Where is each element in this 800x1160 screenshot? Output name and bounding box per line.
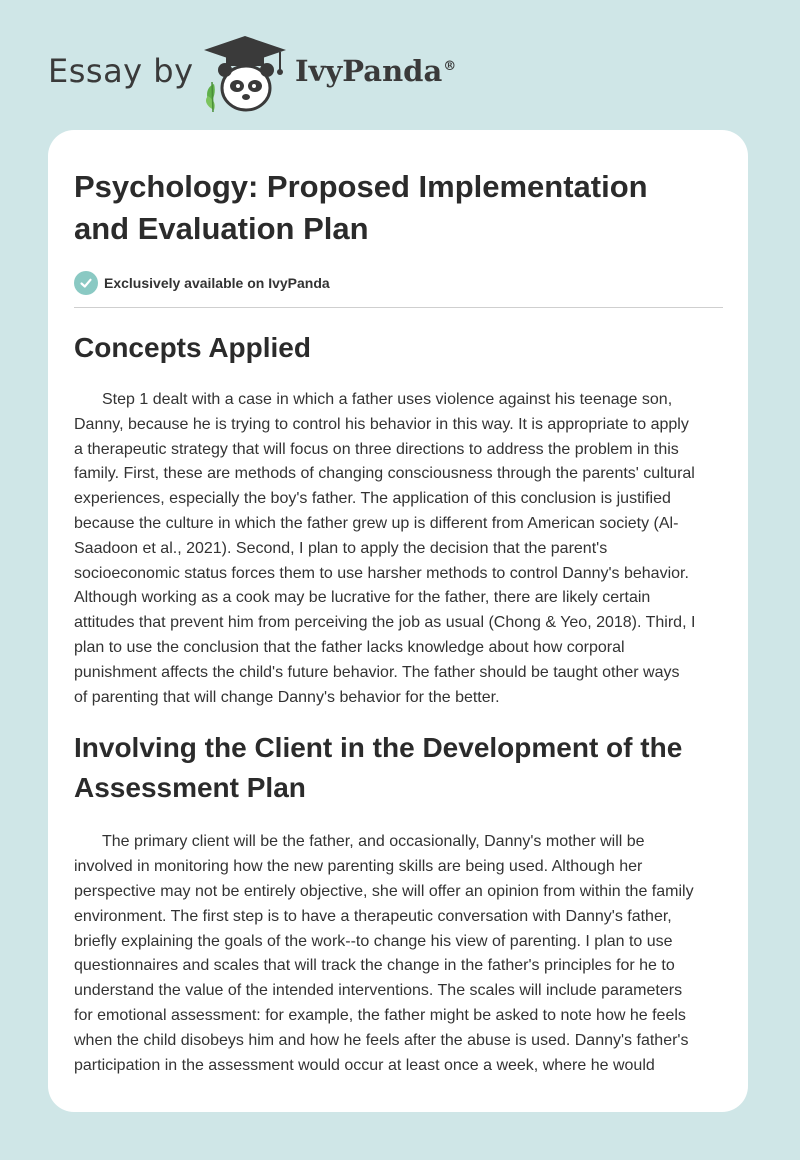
text-line: attitudes that prevent him from perceiving the job as usual (Chong & Yeo, 2018). Third, I: [74, 614, 696, 632]
text-line: plan to use the conclusion that the father lacks knowledge about how corporal: [74, 638, 625, 656]
panda-logo-icon[interactable]: [200, 34, 290, 114]
title-line: and Evaluation Plan: [74, 211, 369, 246]
text-line: participation in the assessment would occur at least once a week, where he would: [74, 1056, 655, 1074]
text-line: experiences, especially the boy's father. The application of this conclusion is justified: [74, 490, 671, 508]
site-header: [0, 0, 800, 130]
registered-mark: ®: [443, 59, 457, 75]
text-line: for emotional assessment: for example, the father might be asked to note how he feels: [74, 1006, 686, 1024]
heading-line: Involving the Client in the Development of the: [74, 732, 683, 764]
text-line: a therapeutic strategy that will focus on three directions to address the problem in this: [74, 440, 679, 458]
text-line: Saadoon et al., 2021). Second, I plan to apply the decision that the parent's: [74, 539, 608, 557]
text-line: family. First, these are methods of changing consciousness through the parents' cultural: [74, 465, 695, 483]
text-line: of parenting that will change Danny's behavior for the better.: [74, 688, 500, 706]
exclusive-badge: [74, 270, 723, 296]
section-heading-concepts: [74, 328, 723, 368]
text-line: because the culture in which the father grew up is different from American society (Al-: [74, 514, 679, 532]
text-line: briefly explaining the goals of the work--to change his view of parenting. I plan to use: [74, 932, 673, 950]
text-line: questionnaires and scales that will track the change in the father's principles for he to: [74, 957, 675, 975]
text-line: when the child disobeys him and how he feels after the abuse is used. Danny's father's: [74, 1031, 689, 1049]
paragraph-concepts: [74, 388, 724, 710]
text-line: environment. The first step is to have a therapeutic conversation with Danny's father,: [74, 907, 672, 925]
text-line: The primary client will be the father, and occasionally, Danny's mother will be: [102, 833, 645, 851]
text-line: perspective may not be entirely objective, she will offer an opinion from within the family: [74, 882, 694, 900]
essay-by-label: Essay by: [48, 52, 194, 90]
exclusive-label: Exclusively available on IvyPanda: [104, 275, 330, 291]
essay-card: [48, 130, 748, 1112]
heading-line: Concepts Applied: [74, 332, 311, 363]
text-line: Although working as a cook may be lucrative for the father, there are likely certain: [74, 589, 651, 607]
text-line: Danny, because he is trying to control his behavior in this way. It is appropriate to apply: [74, 415, 689, 433]
text-line: involved in monitoring how the new parenting skills are being used. Although her: [74, 858, 643, 876]
check-icon: [74, 271, 98, 295]
essay-content: [74, 166, 723, 1078]
text-line: socioeconomic status forces them to use harsher methods to control Danny's behavior.: [74, 564, 689, 582]
brand-name: IvyPanda: [295, 54, 443, 88]
title-line: Psychology: Proposed Implementation: [74, 169, 648, 204]
section-heading-client-involvement: [74, 728, 723, 808]
brand-logo[interactable]: [295, 54, 456, 88]
text-line: Step 1 dealt with a case in which a father uses violence against his teenage son,: [102, 391, 673, 408]
text-line: punishment affects the child's future behavior. The father should be taught other ways: [74, 663, 680, 681]
text-line: understand the value of the intended interventions. The scales will include parameters: [74, 982, 683, 1000]
divider: [74, 307, 723, 308]
page-title: [74, 166, 723, 250]
paragraph-client-involvement: [74, 830, 724, 1078]
heading-line: Assessment Plan: [74, 772, 306, 804]
